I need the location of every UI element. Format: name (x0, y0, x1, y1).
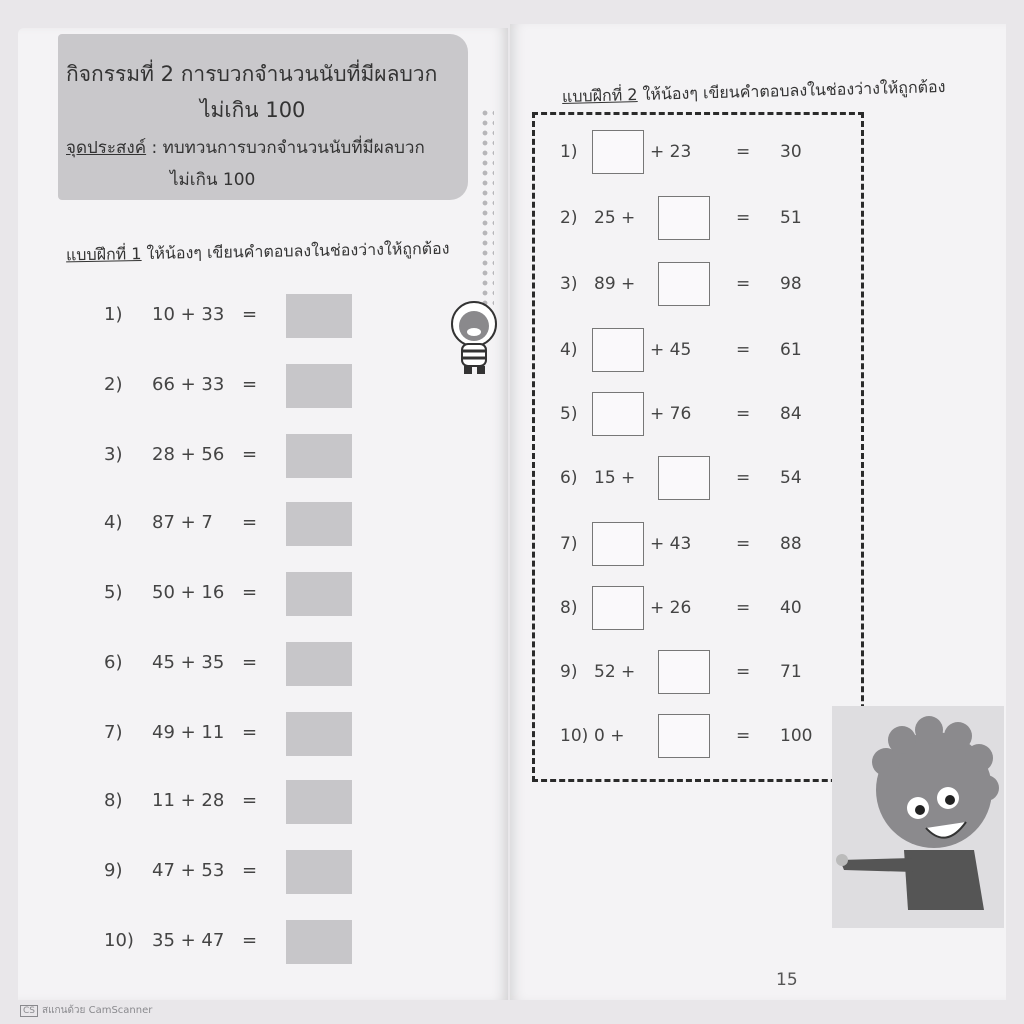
exercise1-row (100, 642, 360, 688)
item-number: 9) (104, 860, 123, 881)
equals-sign: = (242, 374, 258, 395)
exercise2-row (560, 456, 840, 504)
equals-sign: = (736, 404, 751, 424)
addition-expression: 45 + 35 (152, 652, 225, 673)
equals-sign: = (242, 444, 258, 465)
equals-sign: = (736, 662, 751, 682)
equals-sign: = (736, 534, 751, 554)
exercise2-row (560, 586, 840, 634)
item-number: 5) (560, 404, 578, 424)
first-addend: 15 + (594, 468, 636, 488)
item-number: 10) (560, 726, 589, 746)
exercise1-instruction: ให้น้องๆ เขียนคำตอบลงในช่องว่างให้ถูกต้อง (141, 238, 450, 264)
addition-expression: 47 + 53 (152, 860, 225, 881)
equals-sign: = (736, 340, 751, 360)
equals-sign: = (242, 790, 258, 811)
item-number: 2) (104, 374, 123, 395)
addition-expression: 10 + 33 (152, 304, 225, 325)
sum-value: 30 (780, 142, 802, 162)
first-addend: 0 + (594, 726, 625, 746)
page-number: 15 (776, 970, 798, 990)
addition-expression: 11 + 28 (152, 790, 225, 811)
exercise2-row (560, 392, 840, 440)
exercise2-row (560, 650, 840, 698)
equals-sign: = (242, 860, 258, 881)
equals-sign: = (242, 722, 258, 743)
item-number: 5) (104, 582, 123, 603)
addition-expression: 35 + 47 (152, 930, 225, 951)
answer-box[interactable] (592, 392, 644, 436)
second-addend: + 26 (650, 598, 692, 618)
item-number: 7) (104, 722, 123, 743)
exercise1-row (100, 434, 360, 480)
sum-value: 100 (780, 726, 813, 746)
answer-box[interactable] (286, 920, 352, 964)
astronaut-kid-illustration (446, 298, 506, 378)
answer-box[interactable] (286, 850, 352, 894)
answer-box[interactable] (658, 650, 710, 694)
item-number: 8) (560, 598, 578, 618)
objective-line2: ไม่เกิน 100 (170, 170, 256, 190)
answer-box[interactable] (592, 522, 644, 566)
answer-box[interactable] (658, 196, 710, 240)
sum-value: 40 (780, 598, 802, 618)
exercise2-row (560, 196, 840, 244)
item-number: 9) (560, 662, 578, 682)
item-number: 6) (560, 468, 578, 488)
exercise1-row (100, 712, 360, 758)
equals-sign: = (242, 512, 258, 533)
sum-value: 71 (780, 662, 802, 682)
equals-sign: = (736, 208, 751, 228)
exercise2-row (560, 714, 840, 762)
addition-expression: 28 + 56 (152, 444, 225, 465)
scanner-badge: CS (20, 1005, 38, 1017)
activity-title-line2: ไม่เกิน 100 (200, 98, 306, 122)
first-addend: 89 + (594, 274, 636, 294)
equals-sign: = (736, 142, 751, 162)
exercise2-instruction: ให้น้องๆ เขียนคำตอบลงในช่องว่างให้ถูกต้อง (637, 76, 946, 105)
sum-value: 54 (780, 468, 802, 488)
addition-expression: 49 + 11 (152, 722, 225, 743)
answer-box[interactable] (286, 712, 352, 756)
exercise1-row (100, 502, 360, 548)
second-addend: + 23 (650, 142, 692, 162)
objective-label: จุดประสงค์ (66, 138, 147, 158)
answer-box[interactable] (286, 434, 352, 478)
answer-box[interactable] (286, 572, 352, 616)
exercise1-label: แบบฝึกที่ 1 (65, 244, 142, 265)
equals-sign: = (242, 304, 258, 325)
addition-expression: 87 + 7 (152, 512, 213, 533)
exercise1-row (100, 780, 360, 826)
second-addend: + 76 (650, 404, 692, 424)
item-number: 4) (104, 512, 123, 533)
answer-box[interactable] (286, 642, 352, 686)
answer-box[interactable] (592, 586, 644, 630)
item-number: 4) (560, 340, 578, 360)
sum-value: 84 (780, 404, 802, 424)
scanner-text: สแกนด้วย CamScanner (42, 1005, 153, 1016)
exercise2-row (560, 130, 840, 178)
answer-box[interactable] (286, 294, 352, 338)
item-number: 3) (104, 444, 123, 465)
item-number: 1) (560, 142, 578, 162)
exercise1-row (100, 294, 360, 340)
sum-value: 51 (780, 208, 802, 228)
monster-kid-illustration (834, 710, 1002, 924)
equals-sign: = (242, 582, 258, 603)
answer-box[interactable] (592, 130, 644, 174)
sum-value: 98 (780, 274, 802, 294)
item-number: 7) (560, 534, 578, 554)
exercise1-row (100, 850, 360, 896)
addition-expression: 66 + 33 (152, 374, 225, 395)
equals-sign: = (242, 652, 258, 673)
exercise1-row (100, 572, 360, 618)
decorative-dots (480, 108, 494, 308)
second-addend: + 45 (650, 340, 692, 360)
second-addend: + 43 (650, 534, 692, 554)
first-addend: 25 + (594, 208, 636, 228)
equals-sign: = (736, 468, 751, 488)
addition-expression: 50 + 16 (152, 582, 225, 603)
activity-title: กิจกรรมที่ 2 การบวกจำนวนนับที่มีผลบวก (66, 62, 438, 86)
answer-box[interactable] (658, 714, 710, 758)
item-number: 1) (104, 304, 123, 325)
sum-value: 61 (780, 340, 802, 360)
item-number: 10) (104, 930, 134, 951)
exercise2-row (560, 328, 840, 376)
exercise2-row (560, 522, 840, 570)
equals-sign: = (736, 726, 751, 746)
objective-text: : ทบทวนการบวกจำนวนนับที่มีผลบวก (146, 138, 425, 158)
exercise1-row (100, 920, 360, 966)
answer-box[interactable] (658, 262, 710, 306)
equals-sign: = (242, 930, 258, 951)
exercise1-row (100, 364, 360, 410)
answer-box[interactable] (286, 364, 352, 408)
equals-sign: = (736, 598, 751, 618)
item-number: 2) (560, 208, 578, 228)
exercise2-label: แบบฝึกที่ 2 (561, 85, 638, 107)
sum-value: 88 (780, 534, 802, 554)
answer-box[interactable] (658, 456, 710, 500)
item-number: 3) (560, 274, 578, 294)
answer-box[interactable] (286, 780, 352, 824)
item-number: 8) (104, 790, 123, 811)
equals-sign: = (736, 274, 751, 294)
answer-box[interactable] (286, 502, 352, 546)
answer-box[interactable] (592, 328, 644, 372)
exercise2-row (560, 262, 840, 310)
first-addend: 52 + (594, 662, 636, 682)
scanner-watermark (20, 1003, 152, 1018)
objective (66, 134, 425, 161)
item-number: 6) (104, 652, 123, 673)
